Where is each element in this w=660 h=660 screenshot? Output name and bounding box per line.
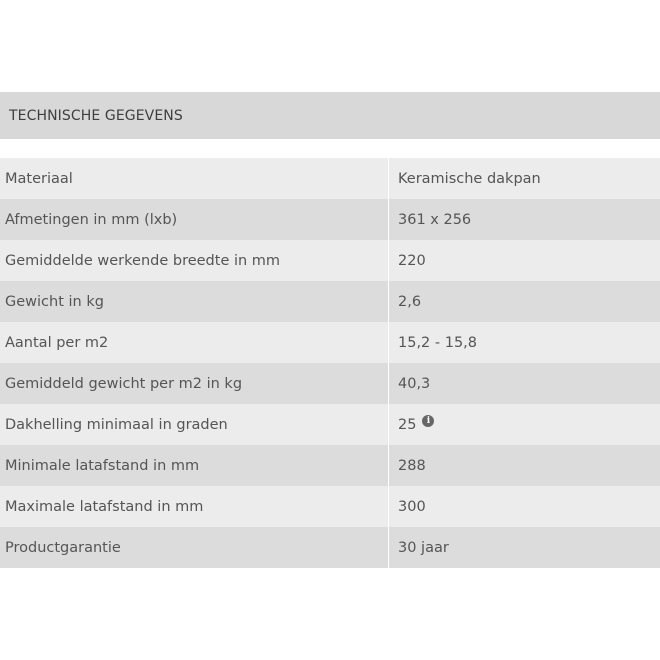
table-row bbox=[0, 322, 660, 363]
info-icon[interactable]: i bbox=[422, 415, 434, 427]
spec-label: Aantal per m2 bbox=[0, 322, 389, 363]
table-row bbox=[0, 527, 660, 568]
table-row bbox=[0, 158, 660, 199]
spec-label: Productgarantie bbox=[0, 527, 389, 568]
spec-value: 40,3 bbox=[398, 375, 431, 392]
table-row bbox=[0, 199, 660, 240]
spec-section-header bbox=[0, 92, 660, 139]
spec-value: 361 x 256 bbox=[398, 211, 472, 228]
spec-label: Gemiddelde werkende breedte in mm bbox=[0, 240, 389, 281]
table-row bbox=[0, 445, 660, 486]
spec-label: Maximale latafstand in mm bbox=[0, 486, 389, 527]
table-row bbox=[0, 281, 660, 322]
spec-value: 220 bbox=[398, 252, 426, 269]
section-title: TECHNISCHE GEGEVENS bbox=[9, 107, 183, 124]
spec-value: 15,2 - 15,8 bbox=[398, 334, 478, 351]
spec-value: Keramische dakpan bbox=[398, 170, 541, 187]
spec-label: Dakhelling minimaal in graden bbox=[0, 404, 389, 445]
spec-table bbox=[0, 158, 660, 568]
spec-value: 300 bbox=[398, 498, 426, 515]
table-row bbox=[0, 404, 660, 445]
spec-value-with-info bbox=[389, 404, 660, 445]
spec-value: 2,6 bbox=[398, 293, 422, 310]
spec-value: 25 bbox=[398, 416, 417, 433]
spec-value: 30 jaar bbox=[398, 539, 449, 556]
spec-label: Gemiddeld gewicht per m2 in kg bbox=[0, 363, 389, 404]
spec-label: Minimale latafstand in mm bbox=[0, 445, 389, 486]
table-row bbox=[0, 486, 660, 527]
spec-label: Afmetingen in mm (lxb) bbox=[0, 199, 389, 240]
spec-value: 288 bbox=[398, 457, 426, 474]
spec-label: Gewicht in kg bbox=[0, 281, 389, 322]
spec-label: Materiaal bbox=[0, 158, 389, 199]
table-row bbox=[0, 363, 660, 404]
table-row bbox=[0, 240, 660, 281]
